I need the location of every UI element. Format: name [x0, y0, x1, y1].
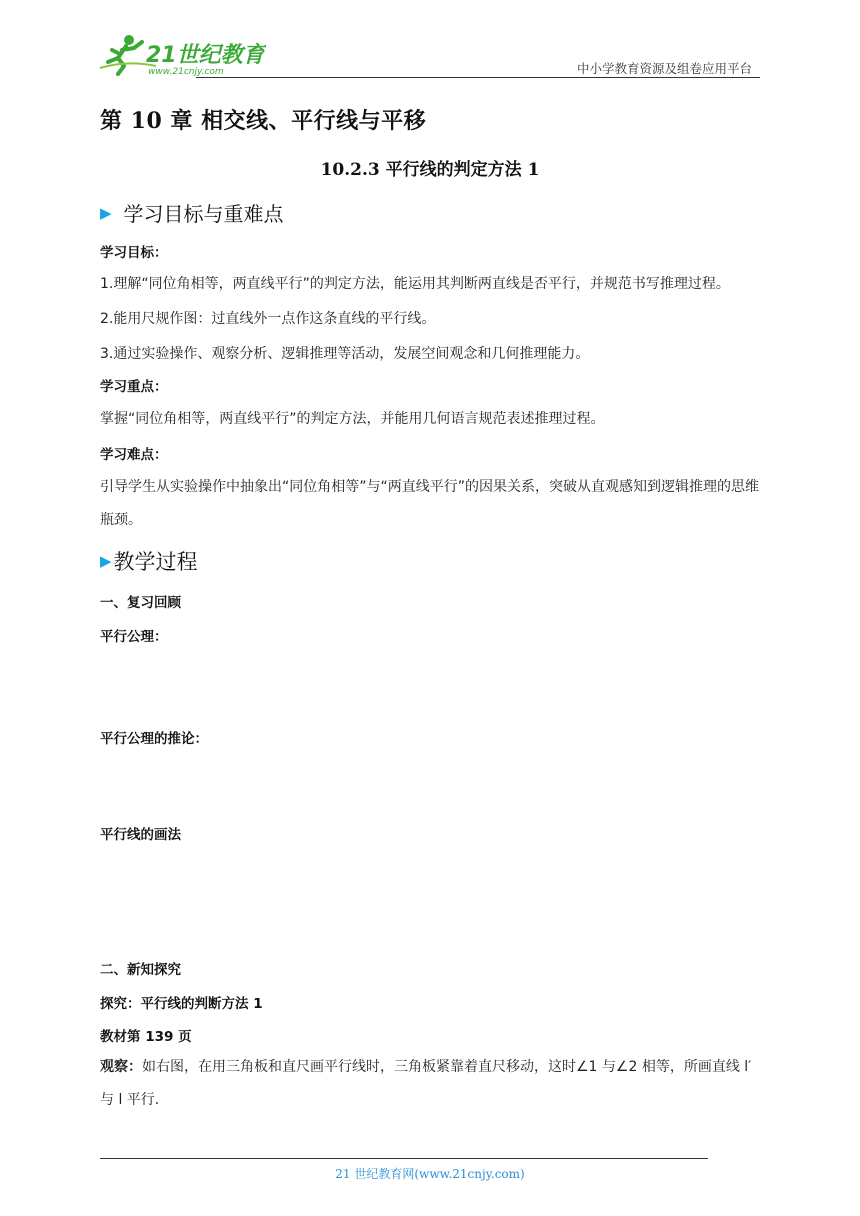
chapter-title: 第 10 章 相交线、平行线与平移 — [100, 108, 427, 134]
footer-link[interactable]: 21 世纪教育网(www.21cnjy.com) — [335, 1167, 525, 1181]
goals-section-heading — [100, 198, 284, 227]
footer-rule — [100, 1158, 708, 1159]
goal-item-1: 1.理解“同位角相等，两直线平行”的判定方法，能运用其判断两直线是否平行，并规范书写推理过程。 — [100, 276, 730, 292]
site-logo — [96, 32, 266, 78]
key-points-label: 学习重点： — [100, 379, 168, 395]
review-heading: 一、复习回顾 — [100, 595, 181, 611]
parallel-drawing-label: 平行线的画法 — [100, 827, 181, 843]
difficulty-text: 引导学生从实验操作中抽象出“同位角相等”与“两直线平行”的因果关系，突破从直观感知到逻辑推理的思维瓶颈。 — [100, 479, 760, 528]
explore-title: 探究：平行线的判断方法 1 — [100, 996, 263, 1012]
process-heading-text: 教学过程 — [113, 550, 198, 574]
parallel-corollary-label: 平行公理的推论： — [100, 731, 208, 747]
svg-text:www.21cnjy.com: www.21cnjy.com — [148, 67, 224, 77]
goals-heading-text: 学习目标与重难点 — [123, 202, 284, 226]
goal-item-3: 3.通过实验操作、观察分析、逻辑推理等活动，发展空间观念和几何推理能力。 — [100, 346, 590, 362]
observe-paragraph — [100, 1051, 765, 1117]
difficulty-label: 学习难点： — [100, 447, 168, 463]
triangle-bullet-icon: ▶ — [100, 552, 112, 570]
section-title: 10.2.3 平行线的判定方法 1 — [320, 160, 540, 180]
observe-text: 如右图，在用三角板和直尺画平行线时，三角板紧靠着直尺移动，这时∠1 与∠2 相等，所画直线 l′与 l 平行. — [100, 1059, 752, 1108]
observe-label: 观察： — [100, 1059, 142, 1075]
svg-text:21世纪教育: 21世纪教育 — [146, 43, 265, 68]
process-section-heading — [100, 546, 198, 576]
explore-heading: 二、新知探究 — [100, 962, 181, 978]
header-rule — [196, 77, 760, 78]
header-platform-text: 中小学教育资源及组卷应用平台 — [576, 61, 752, 76]
goals-label: 学习目标： — [100, 245, 168, 261]
parallel-axiom-label: 平行公理： — [100, 629, 168, 645]
triangle-bullet-icon: ▶ — [100, 203, 112, 222]
key-points-text: 掌握“同位角相等，两直线平行”的判定方法，并能用几何语言规范表述推理过程。 — [100, 411, 605, 427]
textbook-page: 教材第 139 页 — [100, 1029, 192, 1045]
goal-item-2: 2.能用尺规作图：过直线外一点作这条直线的平行线。 — [100, 311, 436, 327]
page-header — [96, 32, 760, 78]
